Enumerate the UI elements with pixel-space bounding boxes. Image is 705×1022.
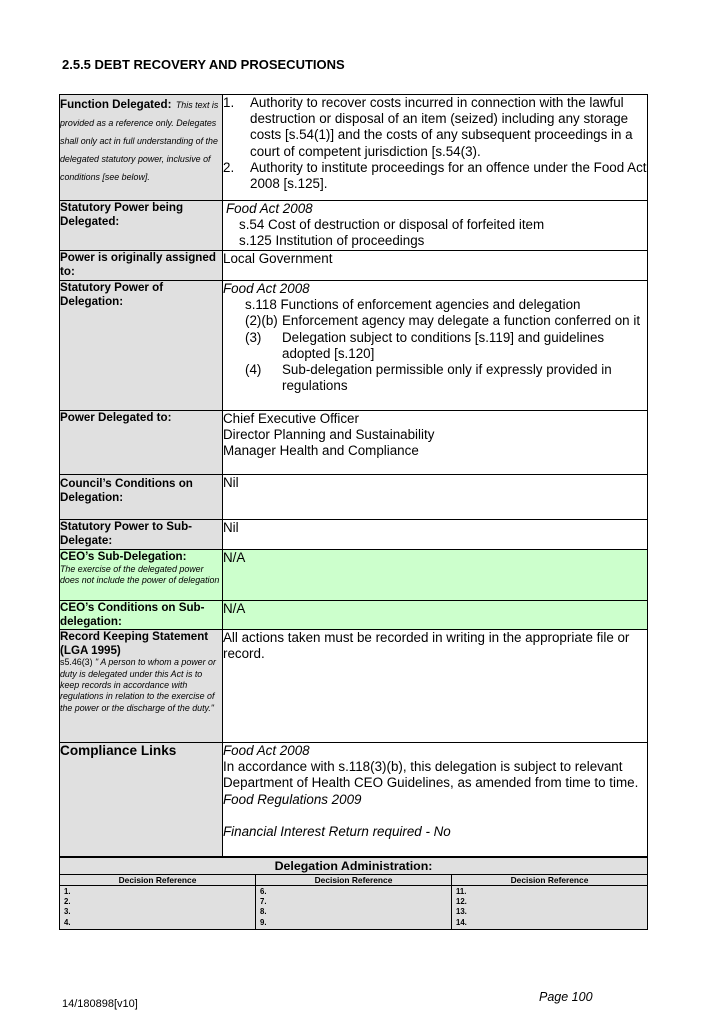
function-delegated-label: Function Delegated:: [60, 98, 172, 111]
decision-reference-header: Decision Reference: [60, 875, 256, 886]
sub-delegate-label-cell: [60, 520, 223, 550]
ceo-sub-delegation-label-cell: [60, 550, 223, 601]
council-conditions-value: Nil: [223, 475, 648, 520]
function-item: [223, 95, 647, 160]
decision-entry: 1.: [64, 887, 71, 896]
delegation-table: [59, 94, 648, 857]
delegated-to-label-cell: [60, 411, 223, 475]
originally-assigned-label: Power is originally assigned to:: [60, 251, 216, 278]
power-of-delegation-value: [223, 281, 648, 411]
function-item-text: Authority to recover costs incurred in connection with the lawful destruction or disposal of an item (seized) including any storage costs [s.54(1)] and the costs of any subsequent proceedings in a court of competent jurisdiction [s.54(3).: [250, 95, 633, 159]
delegation-administration-table: [59, 857, 648, 930]
decision-entry: 7.: [260, 897, 267, 907]
sub-delegate-label: Statutory Power to Sub-Delegate:: [60, 520, 193, 547]
decision-column: [452, 886, 648, 930]
admin-title-row: [60, 858, 648, 875]
statutory-power-line: s.54 Cost of destruction or disposal of forfeited item: [239, 217, 545, 233]
sub-delegate-value: Nil: [223, 520, 648, 550]
decision-column: [60, 886, 256, 930]
decision-entry: 13.: [456, 907, 467, 917]
compliance-links-label-cell: [60, 743, 223, 857]
record-keeping-label-cell: [60, 630, 223, 743]
power-of-delegation-line: s.118 Functions of enforcement agencies and delegation: [245, 297, 581, 313]
record-keeping-value: All actions taken must be recorded in writing in the appropriate file or record.: [223, 630, 648, 743]
delegate-line: Director Planning and Sustainability: [223, 427, 435, 443]
ceo-sub-delegation-label: CEO’s Sub-Delegation:: [60, 550, 187, 563]
power-of-delegation-label-cell: [60, 281, 223, 411]
function-item-text: Authority to institute proceedings for an offence under the Food Act 2008 [s.125].: [250, 159, 647, 192]
power-of-delegation-sub: [223, 362, 647, 394]
power-of-delegation-sub: [223, 313, 647, 329]
statutory-power-value: [223, 201, 648, 251]
function-item-number: 2.: [223, 159, 235, 175]
power-of-delegation-label: Statutory Power of Delegation:: [60, 281, 164, 308]
row-record-keeping: [60, 630, 648, 743]
decision-entry: 6.: [260, 887, 267, 896]
ceo-sub-delegation-note: The exercise of the delegated power does not include the power of delegation: [60, 563, 220, 585]
function-item-number: 1.: [223, 95, 235, 110]
originally-assigned-label-cell: [60, 251, 223, 281]
ceo-sub-delegation-value: N/A: [223, 550, 648, 601]
compliance-regulations: Food Regulations 2009: [223, 791, 362, 807]
admin-header-row: [60, 875, 648, 886]
row-statutory-power: [60, 201, 648, 251]
decision-reference-header: Decision Reference: [452, 875, 648, 886]
admin-title: Delegation Administration:: [60, 858, 648, 875]
statutory-power-label: Statutory Power being Delegated:: [60, 201, 184, 228]
compliance-financial: Financial Interest Return required - No: [223, 823, 451, 839]
sub-number: (4): [245, 362, 262, 378]
row-statutory-power-of-delegation: [60, 281, 648, 411]
originally-assigned-value: Local Government: [223, 251, 648, 281]
power-of-delegation-act: Food Act 2008: [223, 281, 310, 296]
ceo-conditions-value: N/A: [223, 601, 648, 630]
function-delegated-label-cell: [60, 95, 223, 201]
record-keeping-quote: " A person to whom a power or duty is delegated under this Act is to keep records in accordance with regulations in relation to the exercise of the power or the discharge of the duty.": [60, 657, 216, 713]
sub-text: Sub-delegation permissible only if expressly provided in regulations: [282, 362, 612, 394]
function-delegated-value: [223, 95, 648, 201]
sub-number: (3): [245, 329, 262, 345]
statutory-power-label-cell: [60, 201, 223, 251]
decision-reference-header: Decision Reference: [256, 875, 452, 886]
row-compliance-links: [60, 743, 648, 857]
row-function-delegated: [60, 95, 648, 201]
delegated-to-label: Power Delegated to:: [60, 411, 172, 424]
record-keeping-ref: s5.46(3): [60, 657, 93, 668]
delegate-line: Manager Health and Compliance: [223, 443, 419, 459]
compliance-text: In accordance with s.118(3)(b), this delegation is subject to relevant Department of Health CEO Guidelines, as amended from time to time.: [223, 759, 639, 791]
council-conditions-label-cell: [60, 475, 223, 520]
compliance-links-value: [223, 743, 648, 857]
delegated-to-value: [223, 411, 648, 475]
page-number: Page 100: [539, 990, 593, 1004]
power-of-delegation-sub: [223, 330, 647, 362]
statutory-power-act: Food Act 2008: [226, 201, 313, 216]
decision-entry: 4.: [64, 917, 71, 927]
document-id: 14/180898[v10]: [62, 998, 138, 1010]
decision-entry: 2.: [64, 897, 71, 907]
compliance-act: Food Act 2008: [223, 743, 310, 758]
record-keeping-quote-block: [60, 657, 222, 714]
decision-entry: 8.: [260, 907, 267, 917]
decision-column: [256, 886, 452, 930]
function-item: [223, 160, 647, 192]
ceo-conditions-label-cell: [60, 601, 223, 630]
sub-text: Enforcement agency may delegate a function conferred on it: [282, 313, 641, 329]
statutory-power-line: s.125 Institution of proceedings: [239, 233, 425, 249]
row-sub-delegate: [60, 520, 648, 550]
decision-entry: 11.: [456, 887, 467, 896]
sub-text: Delegation subject to conditions [s.119] and guidelines adopted [s.120]: [282, 329, 605, 361]
compliance-spacer: [223, 808, 647, 824]
ceo-conditions-label: CEO’s Conditions on Sub-delegation:: [60, 601, 205, 628]
decision-entry: 9.: [260, 917, 267, 927]
decision-entry: 3.: [64, 907, 71, 917]
row-council-conditions: [60, 475, 648, 520]
council-conditions-label: Council’s Conditions on Delegation:: [60, 477, 193, 504]
section-title: 2.5.5 DEBT RECOVERY AND PROSECUTIONS: [62, 57, 345, 72]
function-delegated-note: This text is provided as a reference only. Delegates shall only act in full understanding of the delegated statutory power, inclusive of conditions [see below].: [60, 100, 219, 182]
row-delegated-to: [60, 411, 648, 475]
admin-entries-row: [60, 886, 648, 930]
delegate-line: Chief Executive Officer: [223, 411, 359, 426]
row-ceo-conditions: [60, 601, 648, 630]
row-ceo-sub-delegation: [60, 550, 648, 601]
sub-number: (2)(b): [245, 313, 278, 329]
record-keeping-label: Record Keeping Statement (LGA 1995): [60, 630, 209, 657]
compliance-links-label: Compliance Links: [60, 743, 177, 758]
decision-entry: 12.: [456, 897, 467, 907]
row-originally-assigned: [60, 251, 648, 281]
decision-entry: 14.: [456, 917, 467, 927]
